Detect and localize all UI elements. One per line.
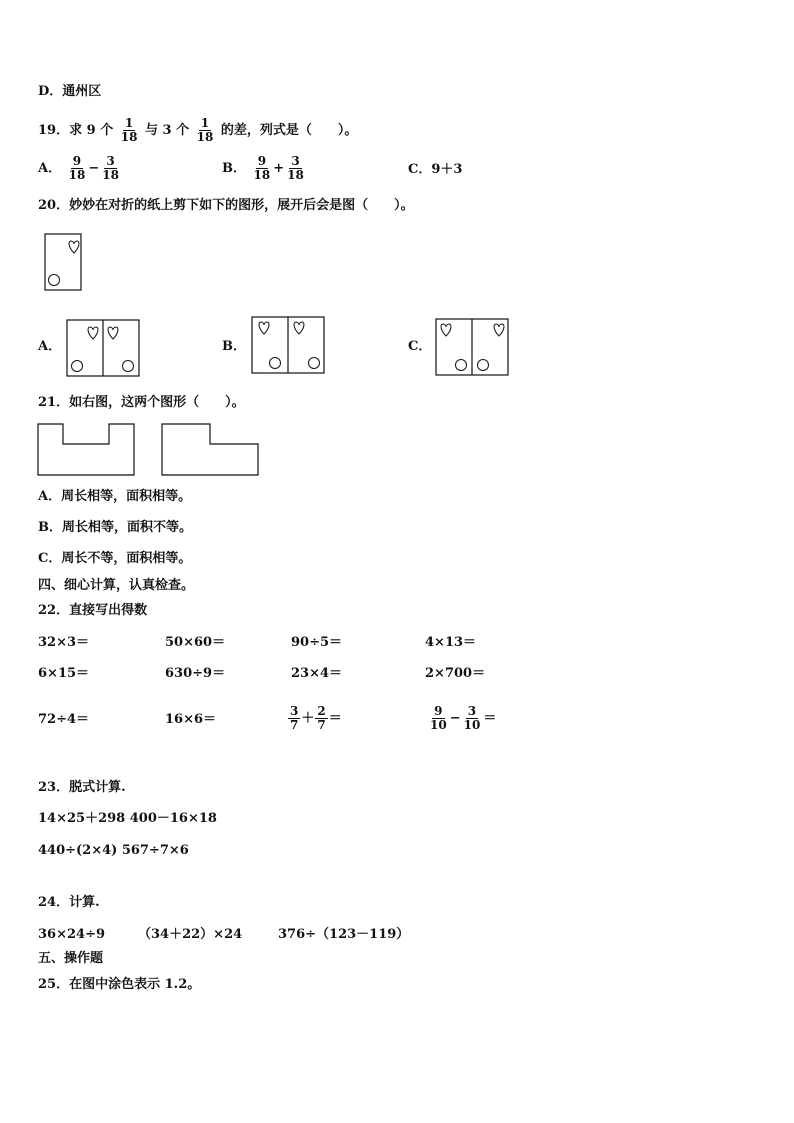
q23-expr-line: 14×25＋298 400－16×18 bbox=[38, 811, 217, 826]
q19-stem-part3: 的差，列式是（ ）。 bbox=[220, 123, 358, 138]
q22-expr: 90÷5＝ bbox=[291, 635, 343, 650]
q21-option-b[interactable]: B．周长相等，面积不等。 bbox=[38, 520, 192, 535]
circle-icon bbox=[123, 361, 134, 372]
q24-expr: 36×24÷9 bbox=[38, 927, 106, 942]
denominator: 18 bbox=[120, 130, 138, 144]
q19-option-a[interactable] bbox=[38, 155, 122, 182]
denominator: 18 bbox=[102, 168, 119, 182]
numerator: 9 bbox=[257, 154, 267, 168]
q25-stem: 25．在图中涂色表示 1.2。 bbox=[38, 977, 201, 992]
denominator: 10 bbox=[430, 718, 447, 732]
numerator: 3 bbox=[467, 704, 477, 718]
option-label: A． bbox=[38, 161, 62, 176]
section-5-title: 五、操作题 bbox=[38, 951, 104, 966]
denominator: 7 bbox=[290, 718, 299, 732]
numerator: 3 bbox=[106, 154, 115, 168]
circle-icon bbox=[309, 358, 320, 369]
denominator: 10 bbox=[463, 718, 481, 732]
fraction bbox=[315, 705, 327, 732]
circle-icon bbox=[478, 360, 489, 371]
q22-fraction-expr bbox=[287, 705, 342, 732]
heart-icon bbox=[441, 324, 451, 336]
fraction bbox=[428, 705, 449, 732]
q20-option-c-label[interactable]: C． bbox=[408, 339, 432, 354]
fraction bbox=[288, 705, 300, 732]
circle-icon bbox=[72, 361, 83, 372]
equals: ＝ bbox=[483, 711, 497, 726]
q20-option-b-label[interactable]: B． bbox=[222, 339, 246, 354]
q19-stem bbox=[38, 117, 357, 144]
q22-expr: 4×13＝ bbox=[425, 635, 477, 650]
heart-icon bbox=[294, 322, 304, 334]
q24-expr: （34＋22）×24 bbox=[138, 927, 243, 942]
q19-fraction-1 bbox=[119, 117, 140, 144]
numerator: 1 bbox=[124, 116, 134, 130]
denominator: 18 bbox=[68, 168, 86, 182]
circle-icon bbox=[270, 358, 281, 369]
q22-expr: 50×60＝ bbox=[165, 635, 226, 650]
denominator: 18 bbox=[253, 168, 271, 182]
q19-fraction-2 bbox=[195, 117, 216, 144]
q19-stem-part1: 19．求 9 个 bbox=[38, 123, 114, 138]
option-label: B． bbox=[222, 161, 246, 176]
q22-expr: 2×700＝ bbox=[425, 666, 486, 681]
operator: ＋ bbox=[301, 711, 315, 726]
q20-stem: 20．妙妙在对折的纸上剪下如下的图形，展开后会是图（ ）。 bbox=[38, 198, 414, 213]
numerator: 9 bbox=[434, 704, 443, 718]
q21-option-a[interactable]: A．周长相等，面积相等。 bbox=[38, 489, 192, 504]
circle-icon bbox=[49, 275, 60, 286]
heart-icon bbox=[494, 324, 504, 336]
q20-option-a-label[interactable]: A． bbox=[38, 339, 62, 354]
q22-expr: 72÷4＝ bbox=[38, 712, 90, 727]
denominator: 18 bbox=[196, 130, 214, 144]
q21-shapes-figure bbox=[37, 423, 262, 479]
q19-option-c[interactable] bbox=[408, 162, 462, 178]
q24-stem: 24．计算. bbox=[38, 895, 100, 910]
heart-icon bbox=[69, 241, 79, 253]
heart-icon bbox=[88, 327, 98, 339]
section-4-title: 四、细心计算，认真检查。 bbox=[38, 578, 195, 593]
numerator: 2 bbox=[317, 704, 326, 718]
q19-stem-part2: 与 3 个 bbox=[144, 123, 190, 138]
q23-expr-line: 440÷(2×4) 567÷7×6 bbox=[38, 843, 189, 858]
numerator: 1 bbox=[200, 116, 210, 130]
u-shape bbox=[38, 424, 134, 475]
step-shape bbox=[162, 424, 258, 475]
q20-option-b-figure[interactable] bbox=[251, 316, 327, 376]
q22-expr: 32×3＝ bbox=[38, 635, 90, 650]
q22-fraction-expr bbox=[427, 705, 496, 732]
fraction bbox=[285, 155, 306, 182]
q22-expr: 16×6＝ bbox=[165, 712, 217, 727]
fraction bbox=[100, 155, 121, 182]
q20-option-c-figure[interactable] bbox=[435, 318, 511, 378]
q22-expr: 630÷9＝ bbox=[165, 666, 226, 681]
q21-stem: 21．如右图，这两个图形（ ）。 bbox=[38, 395, 245, 410]
q22-expr: 6×15＝ bbox=[38, 666, 90, 681]
q20-option-a-figure[interactable] bbox=[66, 319, 142, 379]
equals: ＝ bbox=[328, 711, 342, 726]
operator: − bbox=[449, 711, 461, 726]
heart-icon bbox=[108, 327, 118, 339]
fraction bbox=[67, 155, 88, 182]
q20-folded-paper-figure bbox=[44, 233, 84, 293]
q24-expr: 376÷（123－119） bbox=[278, 927, 410, 942]
numerator: 3 bbox=[291, 154, 300, 168]
denominator: 7 bbox=[317, 718, 326, 732]
q22-stem: 22．直接写出得数 bbox=[38, 603, 148, 618]
q21-option-c[interactable]: C．周长不等，面积相等。 bbox=[38, 551, 192, 566]
heart-icon bbox=[259, 322, 269, 334]
numerator: 3 bbox=[290, 704, 299, 718]
operator: + bbox=[273, 161, 285, 176]
denominator: 18 bbox=[287, 168, 304, 182]
operator: − bbox=[88, 161, 100, 176]
q22-expr: 23×4＝ bbox=[291, 666, 343, 681]
fraction bbox=[462, 705, 483, 732]
option-d-tongzhou: D．通州区 bbox=[38, 84, 102, 99]
numerator: 9 bbox=[72, 154, 82, 168]
fraction bbox=[252, 155, 273, 182]
option-text: 9＋3 bbox=[431, 162, 463, 177]
circle-icon bbox=[456, 360, 467, 371]
q19-option-b[interactable] bbox=[222, 155, 307, 182]
q23-stem: 23．脱式计算. bbox=[38, 780, 126, 795]
option-label: C． bbox=[408, 162, 432, 177]
